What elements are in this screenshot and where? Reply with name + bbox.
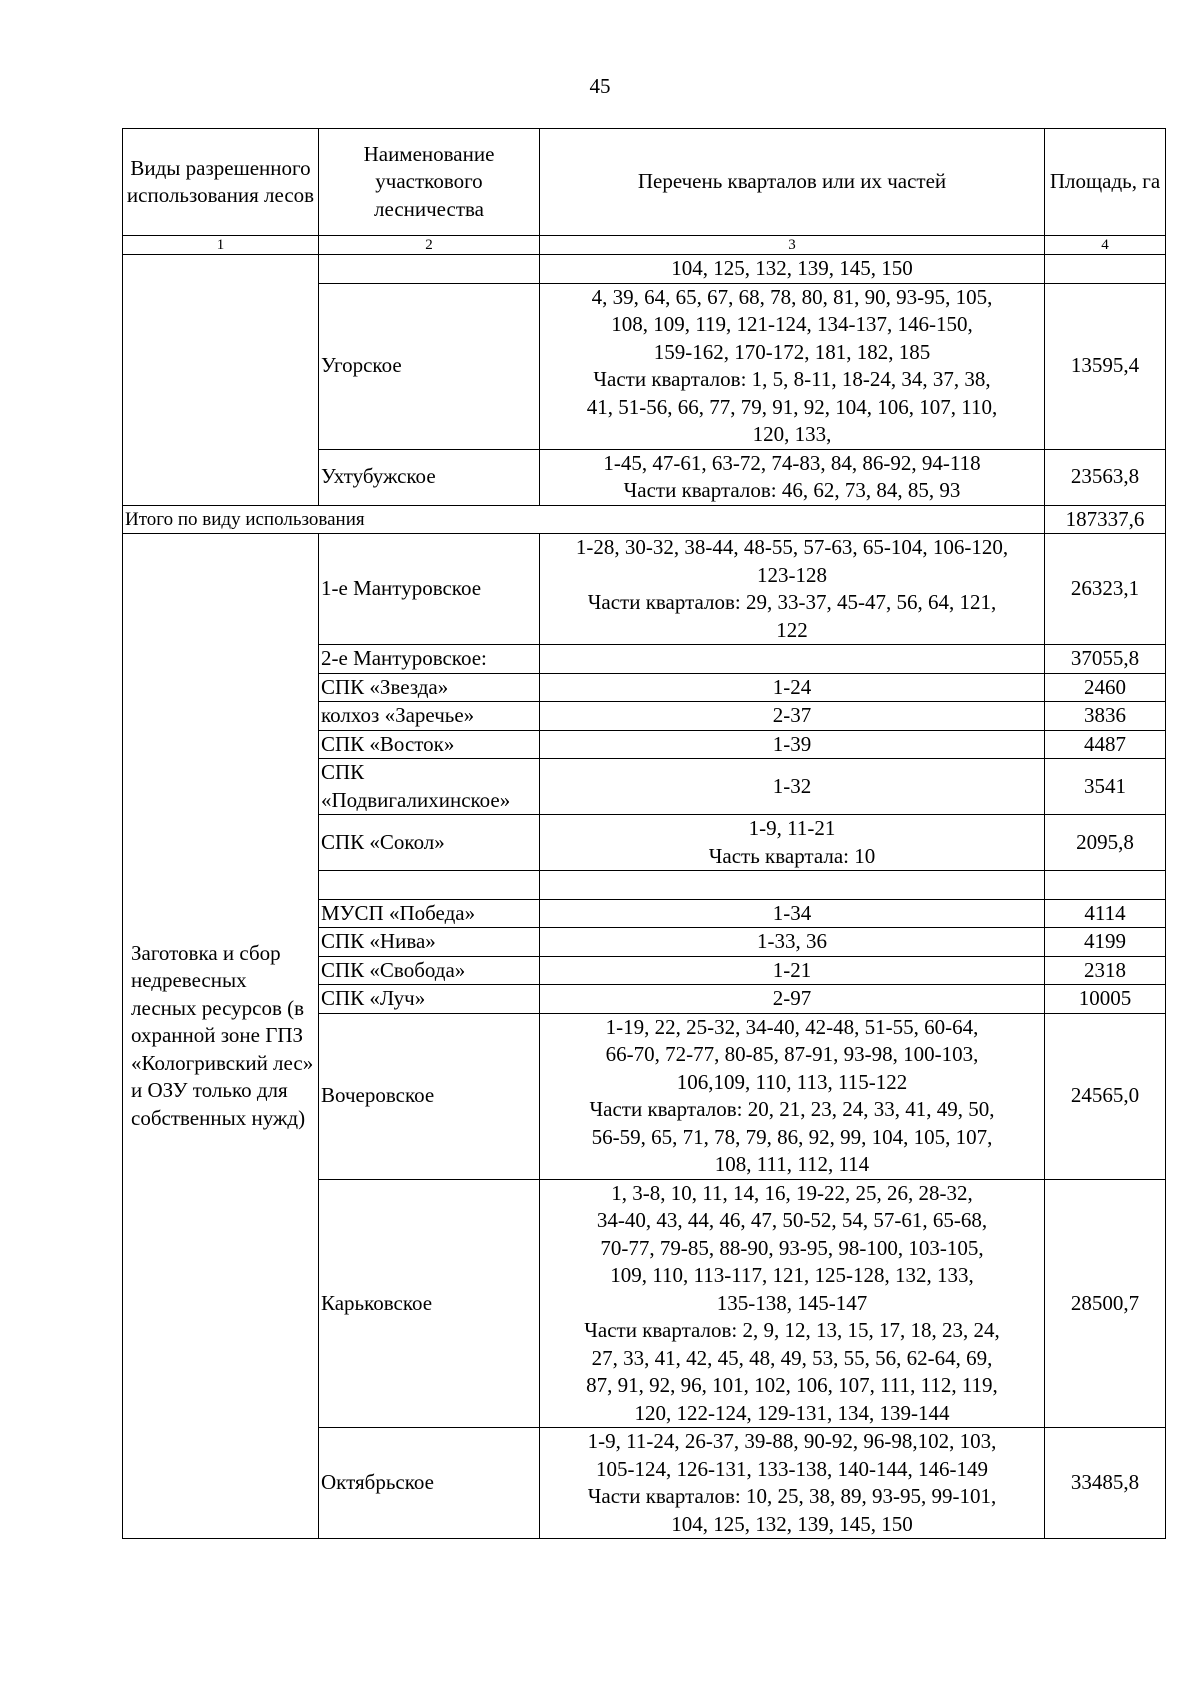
quarters-line: 106,109, 110, 113, 115-122 [676,1069,908,1094]
quarters-line: 120, 133, [752,422,832,446]
column-number: 1 [123,236,319,255]
quarters-list-cell [540,815,1045,871]
forestry-name-cell [319,255,540,284]
forestry-name-cell: СПК «Сокол» [319,815,540,871]
page-number: 45 [589,74,611,98]
forestry-name-cell: СПК «Восток» [319,730,540,759]
quarters-line: 135-138, 145-147 [716,1290,868,1315]
forestry-name-cell: 2-е Мантуровское: [319,645,540,674]
quarters-line: Части кварталов: 29, 33-37, 45-47, 56, 64, 121, [587,590,997,614]
quarters-line: 123-128 [757,562,827,587]
quarters-line: 34-40, 43, 44, 46, 47, 50-52, 54, 57-61, 65-68, [596,1208,988,1232]
area-cell: 2318 [1045,956,1166,985]
quarters-line [542,871,1042,899]
quarters-line: 1-24 [772,674,812,699]
header-use-type: Виды разрешенного использования лесов [123,129,319,236]
quarters-line: 87, 91, 92, 96, 101, 102, 106, 107, 111, 112, 119, [586,1373,998,1397]
quarters-list-cell [540,645,1045,674]
quarters-line: 1-34 [772,900,812,925]
column-number: 3 [540,236,1045,255]
area-cell: 33485,8 [1045,1428,1166,1539]
quarters-line: 108, 111, 112, 114 [714,1152,870,1176]
area-cell: 2460 [1045,673,1166,702]
forestry-name-cell: Вочеровское [319,1013,540,1179]
area-cell: 23563,8 [1045,449,1166,505]
quarters-line: 120, 122-124, 129-131, 134, 139-144 [634,1400,950,1425]
quarters-list-cell [540,449,1045,505]
quarters-list-cell [540,985,1045,1014]
quarters-line: 56-59, 65, 71, 78, 79, 86, 92, 99, 104, 105, 107, [591,1124,993,1149]
quarters-line: 108, 109, 119, 121-124, 134-137, 146-150, [611,312,973,336]
area-cell: 24565,0 [1045,1013,1166,1179]
header-forestry-name: Наименование участкового лесничества [319,129,540,236]
quarters-list-cell [540,255,1045,284]
area-cell: 37055,8 [1045,645,1166,674]
area-cell: 3541 [1045,759,1166,815]
quarters-list-cell [540,534,1045,645]
forestry-name-cell: МУСП «Победа» [319,899,540,928]
area-cell [1045,871,1166,900]
quarters-list-cell [540,956,1045,985]
quarters-list-cell [540,1013,1045,1179]
quarters-line: 104, 125, 132, 139, 145, 150 [671,256,913,280]
area-cell [1045,255,1166,284]
quarters-line: Части кварталов: 20, 21, 23, 24, 33, 41, 49, 50, [589,1097,995,1121]
quarters-line: 41, 51-56, 66, 77, 79, 91, 92, 104, 106, 107, 110, [586,394,998,419]
total-row [123,505,1166,534]
forestry-name-cell: СПК «Нива» [319,928,540,957]
area-cell: 10005 [1045,985,1166,1014]
column-number: 2 [319,236,540,255]
total-value: 187337,6 [1045,505,1166,534]
forestry-name-cell: колхоз «Заречье» [319,702,540,731]
quarters-line: 1-32 [772,773,812,798]
forestry-name-cell: СПК «Свобода» [319,956,540,985]
use-type-cell: Заготовка и сбор недревесных лесных ресурсов (в охранной зоне ГПЗ «Кологривский лес» и ОЗУ только для собственных нужд) [123,534,319,1539]
quarters-line: 4, 39, 64, 65, 67, 68, 78, 80, 81, 90, 93-95, 105, [591,284,993,309]
column-number: 4 [1045,236,1166,255]
area-cell: 13595,4 [1045,283,1166,449]
table-row [123,255,1166,284]
column-number-row [123,236,1166,255]
quarters-line: 1-33, 36 [757,929,827,953]
header-area: Площадь, га [1045,129,1166,236]
quarters-list-cell [540,871,1045,900]
quarters-line: 2-97 [772,986,812,1010]
area-cell: 4199 [1045,928,1166,957]
quarters-list-cell [540,730,1045,759]
quarters-list-cell [540,283,1045,449]
quarters-line: 122 [776,617,808,642]
quarters-line: 1-45, 47-61, 63-72, 74-83, 84, 86-92, 94-118 [603,450,981,475]
table-row [123,534,1166,645]
quarters-line: Часть квартала: 10 [708,843,876,868]
quarters-line: 109, 110, 113-117, 121, 125-128, 132, 133, [610,1263,974,1287]
forestry-name-cell: Угорское [319,283,540,449]
area-cell: 4114 [1045,899,1166,928]
forestry-name-cell: СПК «Подвигалихинское» [319,759,540,815]
forestry-name-cell [319,871,540,900]
forestry-name-cell: СПК «Звезда» [319,673,540,702]
quarters-list-cell [540,1179,1045,1428]
forestry-name-cell: СПК «Луч» [319,985,540,1014]
quarters-line: 1-9, 11-24, 26-37, 39-88, 90-92, 96-98,102, 103, [587,1429,997,1453]
forest-use-table [122,128,1166,1539]
quarters-list-cell [540,673,1045,702]
area-cell: 2095,8 [1045,815,1166,871]
use-type-cell [123,255,319,506]
quarters-line: 66-70, 72-77, 80-85, 87-91, 93-98, 100-103, [605,1042,979,1066]
area-cell: 3836 [1045,702,1166,731]
header-row [123,129,1166,236]
quarters-list-cell [540,759,1045,815]
quarters-line: Части кварталов: 2, 9, 12, 13, 15, 17, 18, 23, 24, [584,1318,1000,1342]
quarters-line: 1-28, 30-32, 38-44, 48-55, 57-63, 65-104, 106-120, [575,535,1009,559]
quarters-list-cell [540,899,1045,928]
quarters-list-cell [540,928,1045,957]
quarters-line: Части кварталов: 10, 25, 38, 89, 93-95, 99-101, [587,1484,997,1508]
forestry-name-cell: Карьковское [319,1179,540,1428]
quarters-line: 159-162, 170-172, 181, 182, 185 [653,339,931,364]
total-label: Итого по виду использования [123,505,1045,534]
quarters-line: 104, 125, 132, 139, 145, 150 [671,1511,913,1536]
quarters-line: 27, 33, 41, 42, 45, 48, 49, 53, 55, 56, 62-64, 69, [591,1345,993,1370]
forestry-name-cell: Ухтубужское [319,449,540,505]
quarters-list-cell [540,1428,1045,1539]
quarters-line: 1, 3-8, 10, 11, 14, 16, 19-22, 25, 26, 28-32, [611,1180,973,1205]
area-cell: 4487 [1045,730,1166,759]
area-cell: 26323,1 [1045,534,1166,645]
quarters-line: Части кварталов: 46, 62, 73, 84, 85, 93 [623,478,961,502]
quarters-line: 1-9, 11-21 [748,816,836,840]
quarters-line [542,645,1042,673]
quarters-line: 105-124, 126-131, 133-138, 140-144, 146-149 [596,1456,988,1481]
quarters-line: 2-37 [772,703,812,727]
quarters-line: 1-21 [772,957,812,982]
area-cell: 28500,7 [1045,1179,1166,1428]
header-quarters-list: Перечень кварталов или их частей [540,129,1045,236]
forestry-name-cell: 1-е Мантуровское [319,534,540,645]
quarters-line: Части кварталов: 1, 5, 8-11, 18-24, 34, 37, 38, [593,367,991,391]
quarters-line: 70-77, 79-85, 88-90, 93-95, 98-100, 103-105, [600,1235,984,1260]
quarters-line: 1-39 [772,731,812,756]
quarters-line: 1-19, 22, 25-32, 34-40, 42-48, 51-55, 60-64, [605,1014,979,1039]
quarters-list-cell [540,702,1045,731]
forestry-name-cell: Октябрьское [319,1428,540,1539]
